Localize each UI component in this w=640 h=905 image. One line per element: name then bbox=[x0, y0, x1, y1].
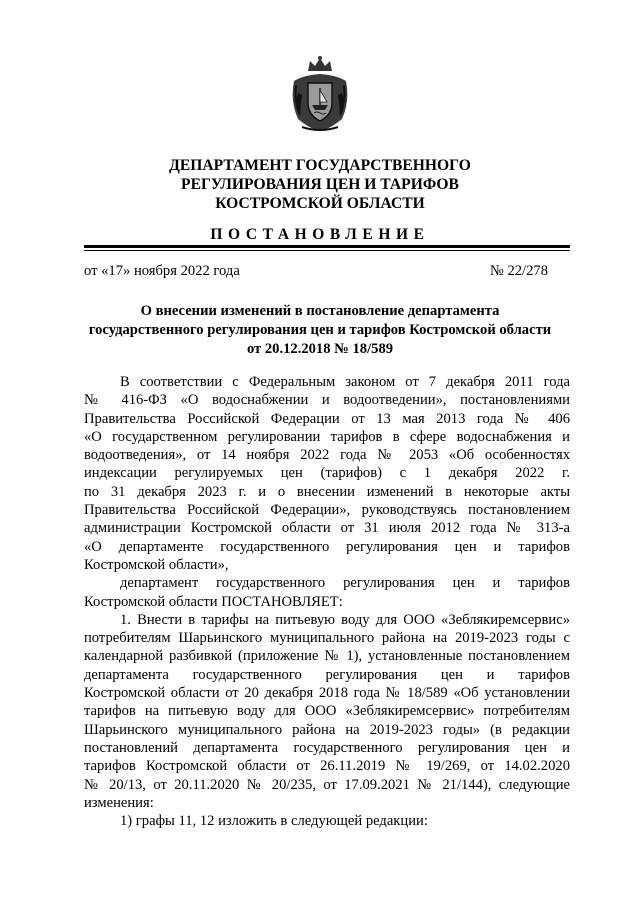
text-line: № 20/13, от 20.11.2020 № 20/235, от 17.09.2021 № 21/144), следующие bbox=[84, 776, 570, 793]
department-line: ДЕПАРТАМЕНТ ГОСУДАРСТВЕННОГО bbox=[169, 157, 471, 174]
document-date: от «17» ноября 2022 года bbox=[84, 263, 240, 279]
date-number-line bbox=[84, 263, 548, 280]
subject-line: государственного регулирования цен и тарифов Костромской области bbox=[88, 322, 552, 338]
text-line: календарной разбивкой (приложение № 1), установленные постановлением bbox=[84, 648, 570, 665]
preamble-paragraph bbox=[84, 373, 570, 574]
text-line: Костромской области», bbox=[84, 556, 229, 573]
subject-line: О внесении изменений в постановление департамента bbox=[140, 303, 500, 319]
text-line: потребителям Шарьинского муниципального района на 2019-2023 годы с bbox=[84, 630, 570, 647]
department-line: КОСТРОМСКОЙ ОБЛАСТИ bbox=[215, 195, 425, 212]
text-line: индексации регулируемых цен (тарифов) с 1 декабря 2022 г. bbox=[84, 465, 570, 482]
text-line: Костромской области от 20 декабря 2018 года № 18/589 «Об установлении bbox=[84, 685, 570, 702]
text-line: «О департаменте государственного регулирования цен и тарифов bbox=[84, 538, 570, 555]
document-type: ПОСТАНОВЛЕНИЕ bbox=[210, 226, 430, 243]
document-number: № 22/278 bbox=[489, 263, 548, 279]
text-line: 1. Внести в тарифы на питьевую воду для ООО «Зеблякиремсервис» bbox=[120, 611, 570, 628]
text-line: № 416-ФЗ «О водоснабжении и водоотведении», постановлениями bbox=[84, 392, 570, 409]
text-line: 1) графы 11, 12 изложить в следующей редакции: bbox=[120, 813, 428, 830]
header-rule-thin bbox=[84, 250, 570, 251]
text-line: департамент государственного регулирования цен и тарифов bbox=[120, 575, 570, 592]
coat-of-arms-icon bbox=[288, 55, 352, 133]
document-subject bbox=[0, 302, 640, 359]
text-line: «О государственном регулировании тарифов в сфере водоснабжения и bbox=[84, 428, 570, 445]
department-line: РЕГУЛИРОВАНИЯ ЦЕН И ТАРИФОВ bbox=[181, 176, 459, 193]
text-line: администрации Костромской области от 31 июля 2012 года № 313-а bbox=[84, 520, 570, 537]
text-line: по 31 декабря 2023 г. и о внесении изменений в некоторые акты bbox=[84, 483, 570, 500]
text-line: тарифов на питьевую воду для ООО «Зеблякиремсервис» потребителям bbox=[84, 703, 570, 720]
clause-1-paragraph bbox=[84, 611, 570, 812]
subject-line: от 20.12.2018 № 18/589 bbox=[246, 341, 394, 357]
text-line: Правительства Российской Федерации от 13 мая 2013 года № 406 bbox=[84, 410, 570, 427]
resolution-paragraph bbox=[84, 574, 570, 611]
text-line: тарифов Костромской области от 26.11.2019 № 19/269, от 14.02.2020 bbox=[84, 758, 570, 775]
text-line: постановлений департамента государственного регулирования цен и bbox=[84, 739, 570, 756]
department-name bbox=[0, 156, 640, 213]
sub-clause-paragraph bbox=[84, 812, 570, 830]
text-line: Костромской области ПОСТАНОВЛЯЕТ: bbox=[84, 593, 343, 610]
document-body bbox=[84, 373, 570, 830]
text-line: водоотведения», от 14 ноября 2022 года № 2053 «Об особенностях bbox=[84, 447, 570, 464]
text-line: департамента государственного регулирования цен и тарифов bbox=[84, 666, 570, 683]
text-line: изменения: bbox=[84, 794, 154, 811]
text-line: Шарьинского муниципального района на 2019-2023 годы» (в редакции bbox=[84, 721, 570, 738]
header-rule-thick bbox=[84, 245, 570, 248]
text-line: Правительства Российской Федерации», руководствуясь постановлением bbox=[84, 502, 570, 519]
text-line: В соответствии с Федеральным законом от 7 декабря 2011 года bbox=[120, 374, 570, 390]
